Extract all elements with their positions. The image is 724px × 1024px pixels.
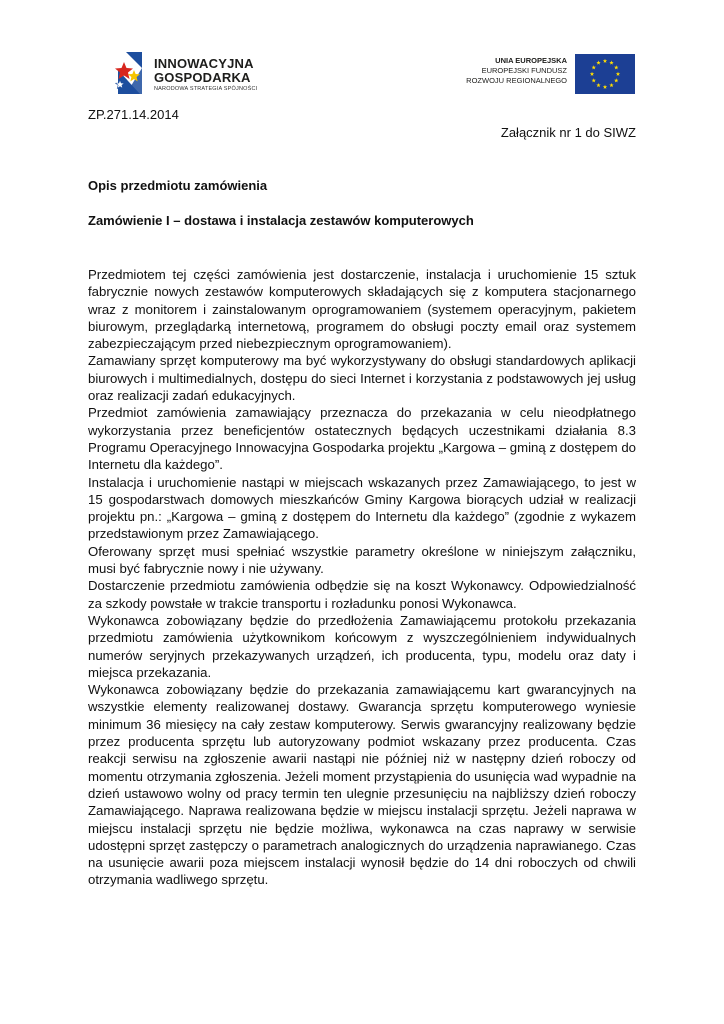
body-paragraph-5: Oferowany sprzęt musi spełniać wszystkie parametry określone w niniejszym załączniku, musi być fabrycznie nowy i nie używany. <box>88 543 636 577</box>
eu-logo-line2: EUROPEJSKI FUNDUSZ <box>481 66 567 75</box>
body-paragraph-4: Instalacja i uruchomienie nastąpi w miejscach wskazanych przez Zamawiającego, to jest w 15 gospodarstwach domowych mieszkańców Gminy Kargowa biorących udział w realizacji projektu pn.: „Kargowa – gminą z dostępem do Internetu dla każdego” (zgodnie z wykazem przedstawionym przez Zamawiającego. <box>88 474 636 542</box>
eu-logo-line3: ROZWOJU REGIONALNEGO <box>466 76 567 85</box>
body-paragraph-3: Przedmiot zamówienia zamawiający przeznacza do przekazania w celu nieodpłatnego wykorzystania przez beneficjentów ostatecznych będących uczestnikami działania 8.3 Programu Operacyjnego Innowacyjna Gospodarka projektu „Kargowa – gminą z dostępem do Internetu dla każdego”. <box>88 405 636 473</box>
document-title: Opis przedmiotu zamówienia <box>88 178 268 193</box>
body-paragraph-8: Wykonawca zobowiązany będzie do przekazania zamawiającemu kart gwarancyjnych na wszystkie elementy realizowanej dostawy. Gwarancja sprzętu komputerowego wyniesie minimum 36 miesięcy na cały zestaw komputerowy. Serwis gwarancyjny realizowany będzie przez producenta sprzętu lub autoryzowany podmiot wskazany przez producenta. Czas reakcji serwisu na zgłoszenie awarii nastąpi nie później niż w następny dzień roboczy od momentu otrzymania zgłoszenia. Jeżeli moment przystąpienia do usunięcia wad wypadnie na dzień ustawowo wolny od pracy termin ten ulegnie przesunięciu na najbliższy dzień roboczy Zamawiającego. Naprawa realizowana będzie w miejscu instalacji sprzętu. Jeżeli naprawa w miejscu instalacji sprzętu nie będzie możliwa, wykonawca na czas naprawy w serwisie udostępni sprzęt zastępczy o parametrach analogicznych do urządzenia naprawianego. Czas na usunięcie awarii poza miejscem instalacji wynosił będzie do 14 dni roboczych od chwili otrzymania wadliwego sprzętu. <box>88 682 636 888</box>
body-paragraph-2: Zamawiany sprzęt komputerowy ma być wykorzystywany do obsługi standardowych aplikacji biurowych i multimedialnych, dostępu do sieci Internet i korzystania z podstawowych jej usług oraz realizacji zadań edukacyjnych. <box>88 353 636 404</box>
ig-logo-line1: INNOWACYJNA <box>154 56 254 71</box>
annex-label: Załącznik nr 1 do SIWZ <box>500 125 636 140</box>
ig-logo-line2: GOSPODARKA <box>154 70 251 85</box>
page-header <box>0 0 724 110</box>
eu-logo-text <box>466 56 567 86</box>
reference-number: ZP.271.14.2014 <box>88 107 179 122</box>
document-body <box>88 266 636 889</box>
document-subtitle: Zamówienie I – dostawa i instalacja zestawów komputerowych <box>88 213 474 228</box>
ig-logo-tagline: NARODOWA STRATEGIA SPÓJNOŚCI <box>154 86 258 92</box>
eu-fund-logo <box>460 54 635 94</box>
body-paragraph-7: Wykonawca zobowiązany będzie do przedłożenia Zamawiającemu protokołu przekazania przedmiotu zamówienia użytkownikom końcowym z wyszczególnieniem indywidualnych numerów seryjnych przekazywanych urządzeń, ich producenta, typu, modelu oraz daty i miejsca przekazania. <box>88 612 636 680</box>
eu-logo-line1: UNIA EUROPEJSKA <box>495 56 567 65</box>
body-paragraph-1: Przedmiotem tej części zamówienia jest dostarczenie, instalacja i uruchomienie 15 sztuk fabrycznie nowych zestawów komputerowych składających się z komputera stacjonarnego wraz z monitorem i zainstalowanym oprogramowaniem (systemem operacyjnym, pakietem biurowym, przeglądarką internetową, programem do obsługi poczty email oraz systemem zabezpieczającym przed niebezpiecznym oprogramowaniem). <box>88 267 636 352</box>
body-paragraph-6: Dostarczenie przedmiotu zamówienia odbędzie się na koszt Wykonawcy. Odpowiedzialność za szkody powstałe w trakcie transportu i rozładunku ponosi Wykonawca. <box>88 578 636 611</box>
ig-star-icon <box>112 48 152 98</box>
innowacyjna-gospodarka-logo <box>112 48 282 98</box>
eu-flag-icon <box>575 54 635 94</box>
ig-logo-text <box>154 57 257 93</box>
